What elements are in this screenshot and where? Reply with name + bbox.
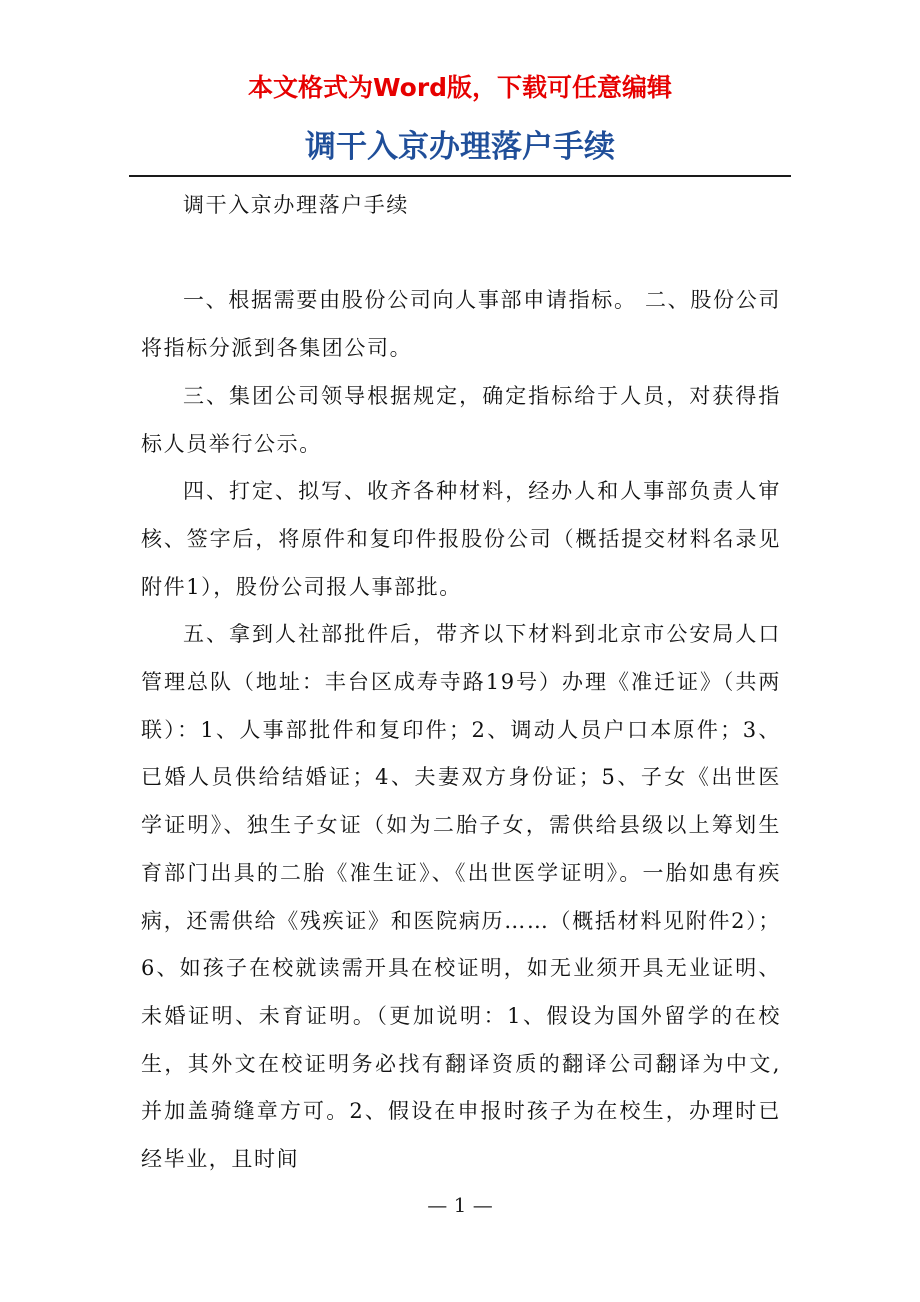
title-divider: [129, 175, 791, 177]
paragraph-step-1-2: 一、根据需要由股份公司向人事部申请指标。 二、股份公司将指标分派到各集团公司。: [141, 288, 781, 361]
paragraph-step-5: 五、拿到人社部批件后，带齐以下材料到北京市公安局人口管理总队（地址：丰台区成寿寺路19号）办理《准迁证》（共两联）：1、人事部批件和复印件；2、调动人员户口本原件；3、已婚人员供给结婚证；4、夫妻双方身份证；5、子女《出世医学证明》、独生子女证（如为二胎子女，需供给县级以上筹划生育部门出具的二胎《准生证》、《出世医学证明》。一胎如患有疾病，还需供给《残疾证》和医院病历……（概括材料见附件2）；6、如孩子在校就读需开具在校证明，如无业须开具无业证明、未婚证明、未育证明。（更加说明：1、假设为国外留学的在校生，其外文在校证明务必找有翻译资质的翻译公司翻译为中文,并加盖骑缝章方可。2、假设在申报时孩子为在校生，办理时已经毕业，且时间: [141, 622, 781, 1172]
format-notice-banner: 本文格式为Word版，下载可任意编辑: [247, 73, 673, 102]
page-number: — 1 —: [427, 1193, 493, 1217]
document-title: 调干入京办理落户手续: [305, 129, 615, 165]
document-body: [141, 182, 781, 1184]
paragraph-step-3: 三、集团公司领导根据规定，确定指标给于人员，对获得指标人员举行公示。: [141, 383, 781, 456]
paragraph-step-4: 四、打定、拟写、收齐各种材料，经办人和人事部负责人审核、签字后，将原件和复印件报股份公司（概括提交材料名录见附件1），股份公司报人事部批。: [141, 479, 781, 599]
document-subtitle: 调干入京办理落户手续: [183, 193, 409, 217]
